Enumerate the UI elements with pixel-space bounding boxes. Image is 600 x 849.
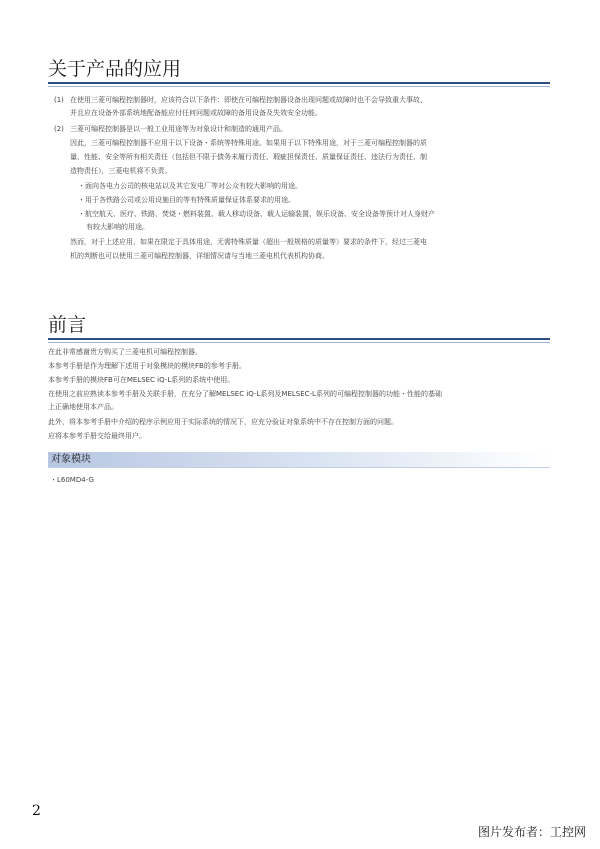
subsection-title: 对象模块: [51, 454, 91, 465]
item-number: (2): [54, 125, 64, 133]
paragraph-line: 量、性能、安全等所有相关责任（包括但不限于债务未履行责任、瑕疵担保责任、质量保证责任、违法行为责任、制: [70, 153, 427, 161]
subsection-header-target-module: [48, 452, 550, 468]
item-number: (1): [54, 96, 64, 104]
paragraph-line: 三菱可编程控制器是以一般工业用途等为对象设计和制造的通用产品。: [70, 125, 287, 133]
paragraph-line: 本参考手册是作为理解下述用于对象模块的模块FB的参考手册。: [48, 362, 246, 370]
paragraph-line: 造物责任），三菱电机将不负责。: [70, 167, 172, 175]
bullet-item: ・用于各铁路公司或公用设施目的等有特殊质量保证体系要求的用途。: [78, 196, 295, 204]
paragraph-line: 然而，对于上述应用，如果在限定于具体用途，无需特殊质量（超出一般规格的质量等）要求的条件下，经过三菱电: [70, 238, 427, 246]
page-number: 2: [32, 803, 41, 819]
bullet-item-continued: 有较大影响的用途。: [86, 223, 149, 231]
paragraph-line: 在使用之前应熟读本参考手册及关联手册，在充分了解MELSEC iQ-L系列及MELSEC-L系列的可编程控制器的功能・性能的基础: [48, 390, 442, 398]
publisher-credit: 图片发布者：工控网: [477, 825, 586, 839]
section-title-product-application: 关于产品的应用: [48, 58, 550, 84]
paragraph-line: 因此，三菱可编程控制器不应用于以下设备・系统等特殊用途。如果用于以下特殊用途，对于三菱可编程控制器的质: [70, 139, 427, 147]
section-title-foreword: 前言: [48, 314, 550, 340]
paragraph-line: 本参考手册的模块FB可在MELSEC iQ-L系列的系统中使用。: [48, 376, 235, 384]
paragraph-line: 在使用三菱可编程控制器时，应该符合以下条件：即使在可编程控制器设备出现问题或故障时也不会导致重大事故，: [70, 96, 427, 104]
paragraph-line: 机的判断也可以使用三菱可编程控制器，详细情况请与当地三菱电机代表机构协商。: [70, 252, 329, 260]
paragraph-line: 此外，将本参考手册中介绍的程序示例应用于实际系统的情况下，应充分验证对象系统中不存在控制方面的问题。: [48, 418, 398, 426]
bullet-item: ・航空航天、医疗、铁路、焚烧・燃料装置、载人移动设备、载人运输装置、娱乐设备、安全设备等预计对人身财产: [78, 210, 435, 218]
target-module-item: ・L60MD4-G: [50, 476, 94, 484]
paragraph-line: 上正确地使用本产品。: [48, 403, 118, 411]
paragraph-line: 并且应在设备外部系统地配备能应付任何问题或故障的备用设备及失效安全功能。: [70, 109, 322, 117]
bullet-item: ・面向各电力公司的核电站以及其它发电厂等对公众有较大影响的用途。: [78, 182, 302, 190]
paragraph-line: 在此非常感谢贵方购买了三菱电机可编程控制器。: [48, 348, 202, 356]
paragraph-line: 应将本参考手册交给最终用户。: [48, 432, 146, 440]
